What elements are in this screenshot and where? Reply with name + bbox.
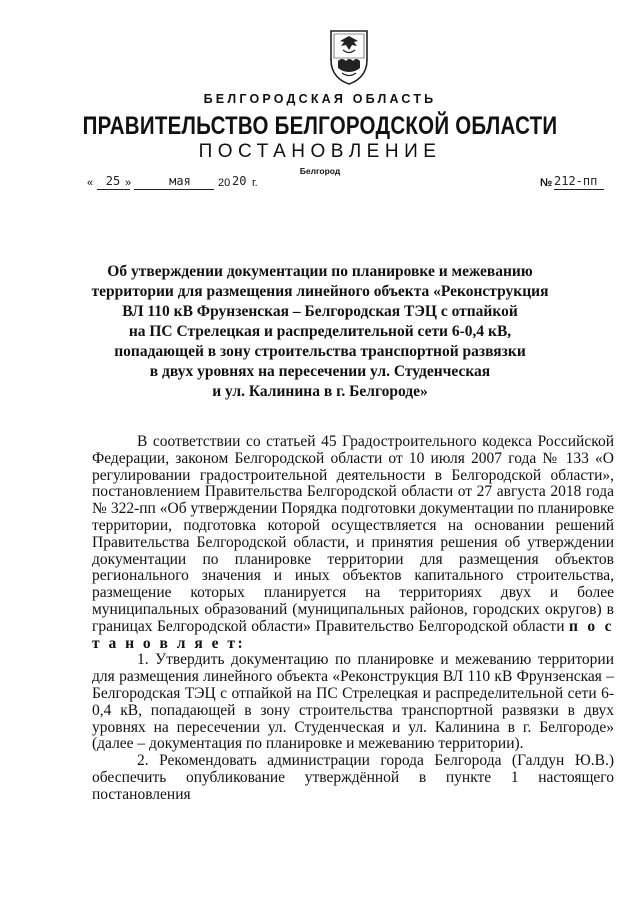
government-heading: ПРАВИТЕЛЬСТВО БЕЛГОРОДСКОЙ ОБЛАСТИ — [82, 112, 558, 140]
item-2-paragraph: 2. Рекомендовать администрации города Белгорода (Галдун Ю.В.) обеспечить опубликование утверждённой в пункте 1 настоящего постановления — [92, 752, 614, 803]
date-year-unit: г. — [252, 177, 258, 189]
document-type-heading: ПОСТАНОВЛЕНИЕ — [198, 141, 442, 162]
date-year-suffix: 20 — [232, 174, 247, 188]
date-day: 25 — [105, 174, 121, 188]
region-heading: БЕЛГОРОДСКАЯ ОБЛАСТЬ — [203, 92, 437, 106]
title-line: Об утверждении документации по планировке и межеванию — [107, 263, 533, 280]
item-1-paragraph: 1. Утвердить документацию по планировке и межеванию территории для размещения линейного объекта «Реконструкция ВЛ 110 кВ Фрунзенская – Белгородская ТЭЦ с отпайкой на ПС Стрелецкая и распределительной сети 6-0,4 кВ, попадающей в зону строительства транспортной развязки в двух уровнях на пересечении ул. Студенческая и ул. Калинина в г. Белгороде» (далее – документация по планировке и межеванию территории). — [92, 651, 614, 753]
title-line: территории для размещения линейного объекта «Реконструкция — [91, 283, 549, 300]
date-month: мая — [169, 174, 191, 188]
document-number-underline — [554, 189, 604, 190]
date-day-underline — [97, 189, 130, 190]
document-body — [92, 434, 614, 804]
title-line: ВЛ 110 кВ Фрунзенская – Белгородская ТЭЦ с отпайкой — [122, 303, 518, 320]
date-quote-close: » — [125, 177, 132, 189]
intro-paragraph — [92, 434, 614, 652]
title-line: и ул. Калинина в г. Белгороде» — [212, 383, 428, 400]
document-number: 212-пп — [554, 174, 598, 188]
date-quote-open: « — [87, 177, 94, 189]
coat-of-arms-icon — [328, 28, 370, 86]
resolves-phrase: п о с т а н о в л я е т: — [92, 617, 615, 652]
date-month-underline — [134, 189, 214, 190]
title-line: в двух уровнях на пересечении ул. Студенческая — [149, 363, 491, 380]
date-year-prefix: 20 — [218, 177, 231, 189]
title-line: на ПС Стрелецкая и распределительной сети 6-0,4 кВ, — [128, 323, 512, 340]
document-number-label: № — [540, 177, 553, 189]
city-label: Белгород — [299, 166, 341, 176]
title-line: попадающей в зону строительства транспортной развязки — [114, 343, 526, 360]
document-title — [70, 262, 570, 402]
intro-text: В соответствии со статьей 45 Градостроительного кодекса Российской Федерации, законом Белгородской области от 10 июля 2007 года № 133 «О регулировании градостроительной деятельности в Белгородской области», постановлением Правительства Белгородской области от 27 августа 2018 года № 322-пп «Об утверждении Порядка подготовки документации по планировке территории, подготовка которой осуществляется на основании решений Правительства Белгородской области, и принятия решения об утверждении документации по планировке территории для размещения объектов регионального значения и иных объектов капитального строительства, размещение которых планируется на территориях двух и более муниципальных образований (муниципальных районов, городских округов) в границах Белгородской области» Правительство Белгородской области — [92, 433, 614, 635]
